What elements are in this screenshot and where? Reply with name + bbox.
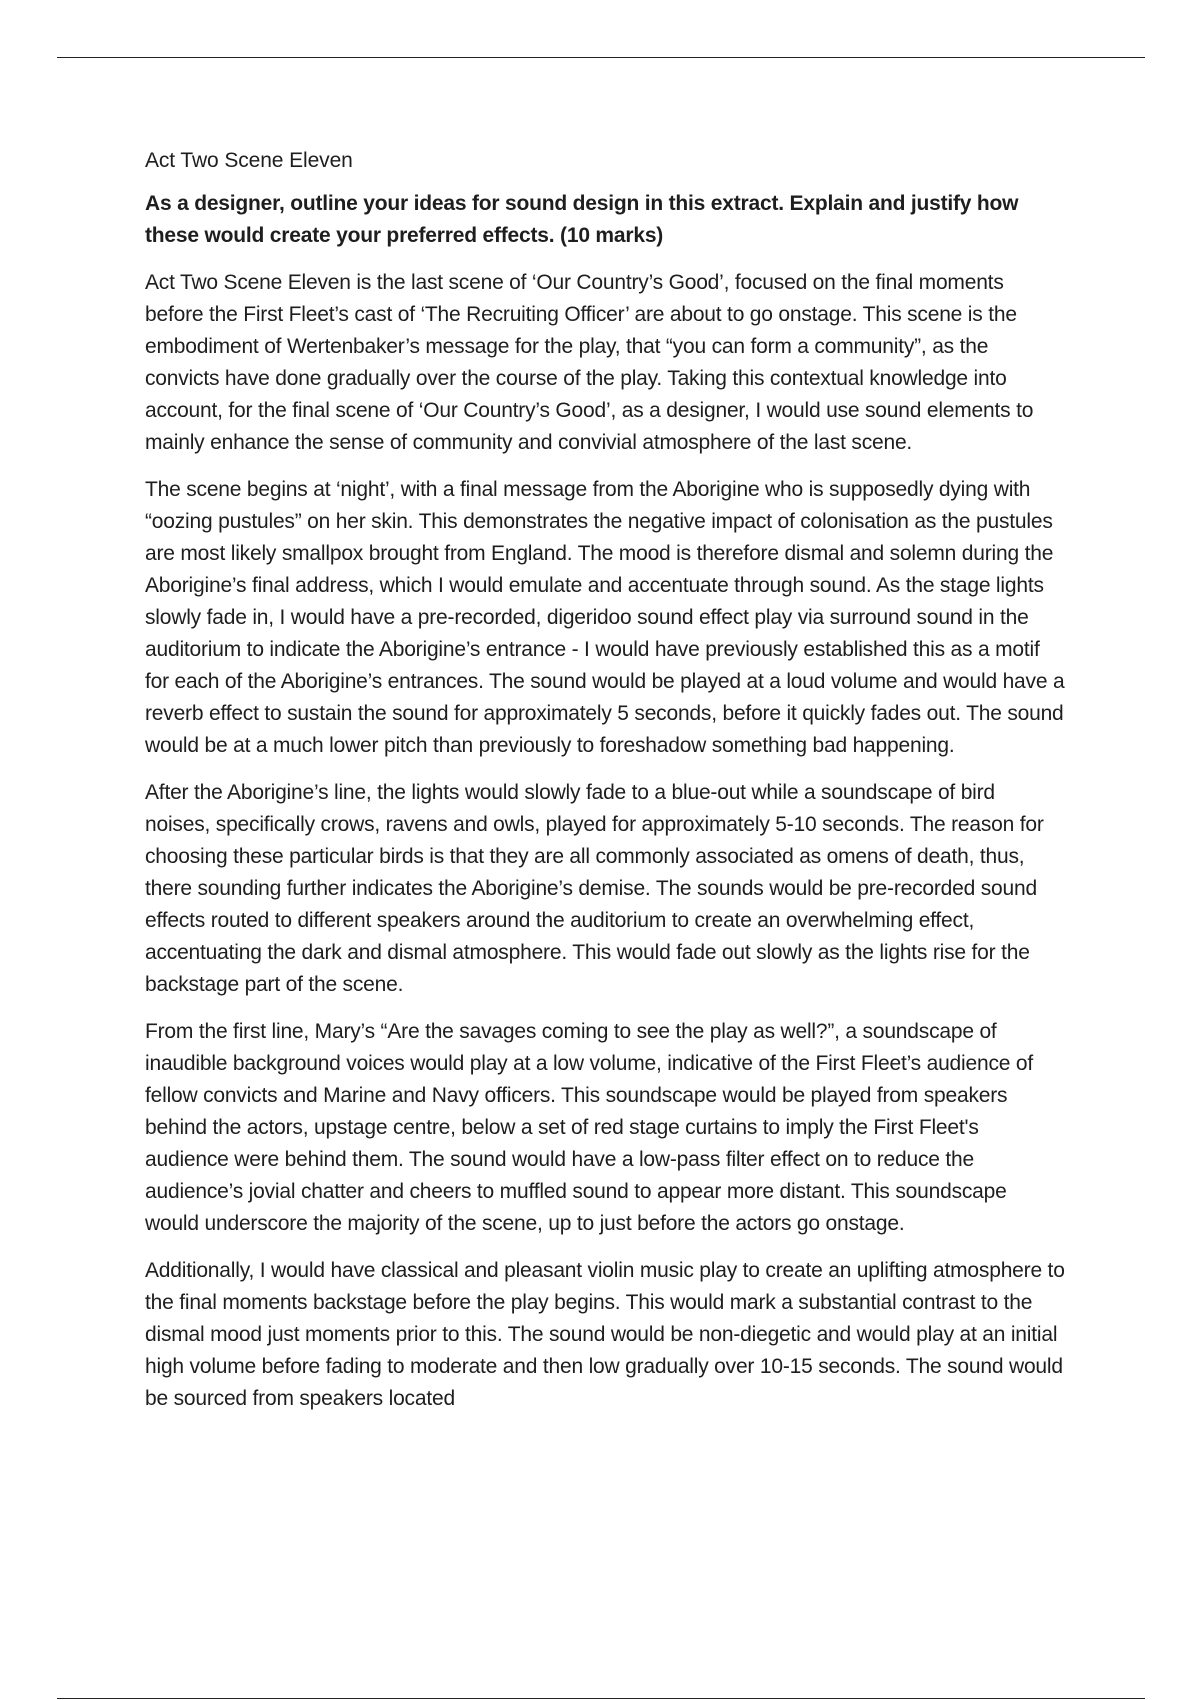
top-rule — [57, 57, 1145, 58]
bottom-rule — [57, 1698, 1145, 1699]
paragraph-bird-soundscape: After the Aborigine’s line, the lights would slowly fade to a blue-out while a soundscape of bird noises, specifically crows, ravens and owls, played for approximately 5-10 seconds. The reason for choosing these particular birds is that they are all commonly associated as omens of death, thus, there sounding further indicates the Aborigine’s demise. The sounds would be pre-recorded sound effects routed to different speakers around the auditorium to create an overwhelming effect, accentuating the dark and dismal atmosphere. This would fade out slowly as the lights rise for the backstage part of the scene. — [145, 781, 1044, 996]
essay-question: As a designer, outline your ideas for sound design in this extract. Explain and justify how these would create your preferred effects. (10 marks) — [145, 192, 1019, 247]
paragraph-aborigine: The scene begins at ‘night’, with a final message from the Aborigine who is supposedly dying with “oozing pustules” on her skin. This demonstrates the negative impact of colonisation as the pustules are most likely smallpox brought from England. The mood is therefore dismal and solemn during the Aborigine’s final address, which I would emulate and accentuate through sound. As the stage lights slowly fade in, I would have a pre-recorded, digeridoo sound effect play via surround sound in the auditorium to indicate the Aborigine’s entrance - I would have previously established this as a motif for each of the Aborigine’s entrances. The sound would be played at a loud volume and would have a reverb effect to sustain the sound for approximately 5 seconds, before it quickly fades out. The sound would be at a much lower pitch than previously to foreshadow something bad happening. — [145, 478, 1065, 757]
scene-heading: Act Two Scene Eleven — [145, 149, 353, 172]
paragraph-violin-music: Additionally, I would have classical and pleasant violin music play to create an uplifting atmosphere to the final moments backstage before the play begins. This would mark a substantial contrast to the dismal mood just moments prior to this. The sound would be non-diegetic and would play at an initial high volume before fading to moderate and then low gradually over 10-15 seconds. The sound would be sourced from speakers located — [145, 1259, 1065, 1410]
paragraph-intro: Act Two Scene Eleven is the last scene of ‘Our Country’s Good’, focused on the final moments before the First Fleet’s cast of ‘The Recruiting Officer’ are about to go onstage. This scene is the embodiment of Wertenbaker’s message for the play, that “you can form a community”, as the convicts have done gradually over the course of the play. Taking this contextual knowledge into account, for the final scene of ‘Our Country’s Good’, as a designer, I would use sound elements to mainly enhance the sense of community and convivial atmosphere of the last scene. — [145, 271, 1034, 454]
document-body — [145, 146, 1065, 1430]
paragraph-audience-soundscape: From the first line, Mary’s “Are the savages coming to see the play as well?”, a soundscape of inaudible background voices would play at a low volume, indicative of the First Fleet’s audience of fellow convicts and Marine and Navy officers. This soundscape would be played from speakers behind the actors, upstage centre, below a set of red stage curtains to imply the First Fleet's audience were behind them. The sound would have a low-pass filter effect on to reduce the audience’s jovial chatter and cheers to muffled sound to appear more distant. This soundscape would underscore the majority of the scene, up to just before the actors go onstage. — [145, 1020, 1033, 1235]
